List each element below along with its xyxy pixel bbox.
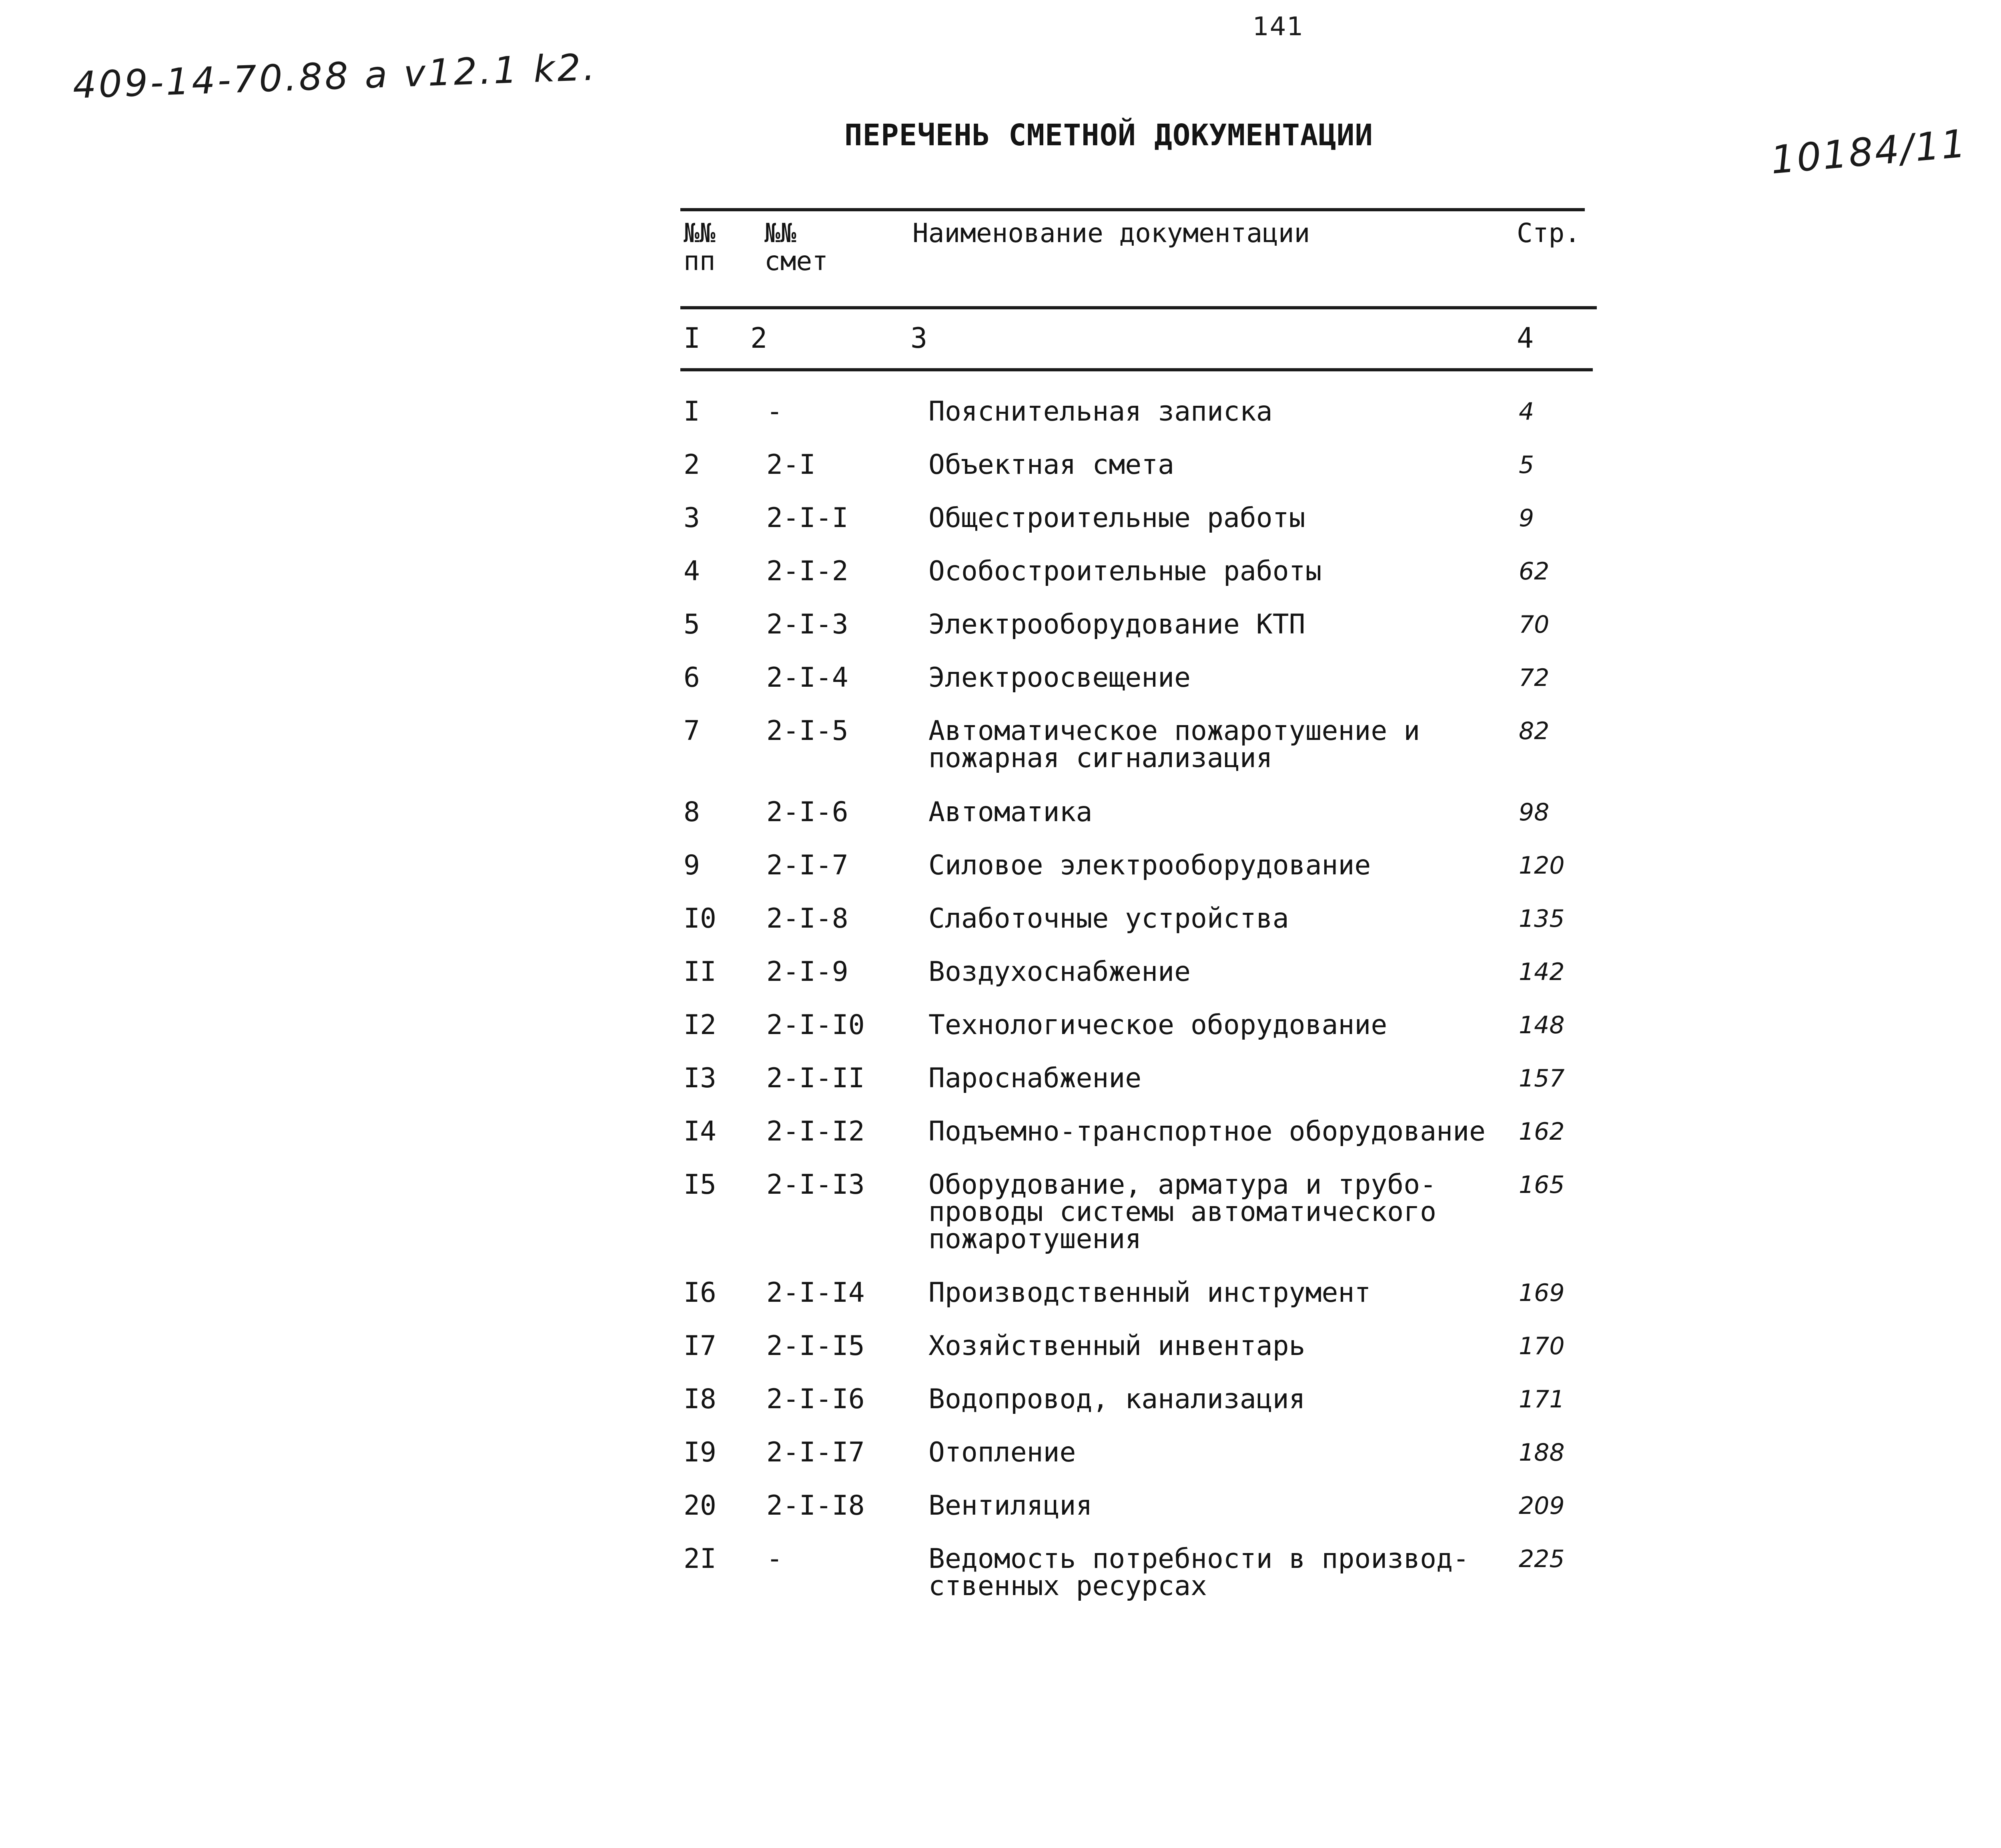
page-number-cell: 165 [1519, 1171, 1565, 1199]
header-page: Стр. [1517, 218, 1580, 249]
column-numbers-bottom-rule [680, 368, 1593, 371]
row-number: I0 [684, 903, 716, 934]
document-name: Пароснабжение [928, 1062, 1142, 1094]
page-number-cell: 62 [1519, 557, 1550, 585]
estimate-number: 2-I [766, 449, 816, 481]
document-name: Электроосвещение [928, 662, 1191, 694]
document-name: Оборудование, арматура и трубо- проводы системы автоматического пожаротушения [928, 1169, 1437, 1255]
row-number: I8 [684, 1383, 716, 1415]
archive-code-handwritten: 409-14-70.88 a v12.1 k2. [72, 46, 598, 107]
page-number-cell: 209 [1519, 1492, 1565, 1520]
document-name: Силовое электрооборудование [928, 850, 1371, 881]
header-row-number: №№ пп [684, 218, 716, 277]
estimate-number: 2-I-I5 [766, 1330, 865, 1362]
table-row [680, 1545, 1597, 1601]
table-row [680, 1383, 1597, 1439]
table-row [680, 905, 1597, 958]
table-row [680, 664, 1597, 718]
page-number-cell: 72 [1519, 664, 1550, 692]
column-number-3: 3 [910, 322, 928, 355]
column-number-1: I [684, 322, 701, 355]
page-number-cell: 169 [1519, 1279, 1565, 1307]
page-number: 141 [1253, 12, 1304, 42]
table-row [680, 1279, 1597, 1333]
page-number-cell: 157 [1519, 1064, 1565, 1092]
page-number-cell: 162 [1519, 1118, 1565, 1146]
row-number: 3 [684, 502, 700, 534]
document-name: Технологическое оборудование [928, 1009, 1387, 1041]
row-number: 4 [684, 555, 700, 587]
document-name: Пояснительная записка [928, 396, 1273, 427]
header-document-name: Наименование документации [912, 218, 1310, 249]
page-number-cell: 171 [1519, 1385, 1565, 1413]
document-name: Хозяйственный инвентарь [928, 1330, 1305, 1362]
table-body [680, 398, 1597, 1601]
page-number-cell: 142 [1519, 958, 1565, 986]
estimate-number: 2-I-4 [766, 662, 848, 694]
row-number: I9 [684, 1437, 716, 1468]
estimate-number: 2-I-I6 [766, 1383, 865, 1415]
page-number-cell: 70 [1519, 611, 1550, 639]
table-row [680, 796, 1597, 852]
table-row [680, 1118, 1597, 1171]
estimate-number: 2-I-I4 [766, 1277, 865, 1309]
document-name: Подъемно-транспортное оборудование [928, 1116, 1486, 1147]
row-number: 7 [684, 715, 700, 747]
table-row [680, 715, 1597, 799]
page-number-cell: 188 [1519, 1439, 1565, 1467]
estimate-number: 2-I-8 [766, 903, 848, 934]
header-estimate-number: №№ смет [764, 218, 828, 277]
document-name: Производственный инструмент [928, 1277, 1371, 1309]
row-number: I3 [684, 1062, 716, 1094]
page-number-cell: 170 [1519, 1332, 1565, 1360]
estimate-number: 2-I-9 [766, 956, 848, 988]
page-number-cell: 98 [1519, 798, 1550, 826]
row-number: I5 [684, 1169, 716, 1201]
page-number-cell: 225 [1519, 1545, 1565, 1573]
row-number: I2 [684, 1009, 716, 1041]
estimate-number: 2-I-6 [766, 796, 848, 828]
page-number-cell: 135 [1519, 905, 1565, 933]
estimate-number: 2-I-I3 [766, 1169, 865, 1201]
document-name: Объектная смета [928, 449, 1175, 481]
row-number: 5 [684, 609, 700, 640]
row-number: 20 [684, 1490, 716, 1521]
table-row [680, 502, 1597, 558]
table-row [680, 611, 1597, 664]
estimate-number: 2-I-3 [766, 609, 848, 640]
column-number-4: 4 [1517, 322, 1534, 355]
document-name: Слаботочные устройства [928, 903, 1289, 934]
document-name: Ведомость потребности в производ- ственных ресурсах [928, 1543, 1470, 1602]
estimate-number: 2-I-2 [766, 555, 848, 587]
page-number-cell: 9 [1519, 504, 1534, 532]
row-number: I [684, 396, 700, 427]
document-name: Отопление [928, 1437, 1076, 1468]
document-title: ПЕРЕЧЕНЬ СМЕТНОЙ ДОКУМЕНТАЦИИ [844, 118, 1373, 152]
page-number-cell: 120 [1519, 852, 1565, 880]
table-top-rule [680, 208, 1585, 211]
estimate-number: 2-I-I2 [766, 1116, 865, 1147]
row-number: 6 [684, 662, 700, 694]
document-name: Автоматическое пожаротушение и пожарная сигнализация [928, 715, 1420, 774]
table-row [680, 398, 1597, 451]
table-row [680, 1330, 1597, 1386]
table-row [680, 958, 1597, 1012]
row-number: 9 [684, 850, 700, 881]
row-number: 8 [684, 796, 700, 828]
page-number-cell: 148 [1519, 1011, 1565, 1039]
estimate-number: 2-I-II [766, 1062, 865, 1094]
document-name: Воздухоснабжение [928, 956, 1191, 988]
table-row [680, 1062, 1597, 1118]
table-row [680, 1439, 1597, 1492]
document-name: Особостроительные работы [928, 555, 1322, 587]
row-number: 2I [684, 1543, 716, 1575]
table-row [680, 852, 1597, 905]
table-row [680, 1171, 1597, 1279]
inventory-number-handwritten: 10184/11 [1769, 121, 1969, 183]
header-bottom-rule [680, 306, 1597, 309]
row-number: II [684, 956, 716, 988]
row-number: I4 [684, 1116, 716, 1147]
table-row [680, 1009, 1597, 1065]
document-name: Автоматика [928, 796, 1093, 828]
estimate-number: - [766, 1543, 783, 1575]
estimate-number: 2-I-7 [766, 850, 848, 881]
estimate-number: 2-I-I0 [766, 1009, 865, 1041]
document-name: Общестроительные работы [928, 502, 1305, 534]
page-number-cell: 5 [1519, 451, 1534, 479]
estimate-number: - [766, 396, 783, 427]
page-number-cell: 4 [1519, 398, 1534, 426]
estimate-number: 2-I-I8 [766, 1490, 865, 1521]
estimate-number: 2-I-I [766, 502, 848, 534]
table-row [680, 451, 1597, 505]
column-number-2: 2 [750, 322, 768, 355]
row-number: I7 [684, 1330, 716, 1362]
row-number: 2 [684, 449, 700, 481]
document-name: Водопровод, канализация [928, 1383, 1305, 1415]
estimate-number: 2-I-I7 [766, 1437, 865, 1468]
table-row [680, 555, 1597, 611]
table-row [680, 1492, 1597, 1545]
estimate-number: 2-I-5 [766, 715, 848, 747]
document-name: Электрооборудование КТП [928, 609, 1305, 640]
document-name: Вентиляция [928, 1490, 1093, 1521]
row-number: I6 [684, 1277, 716, 1309]
page-number-cell: 82 [1519, 717, 1550, 745]
